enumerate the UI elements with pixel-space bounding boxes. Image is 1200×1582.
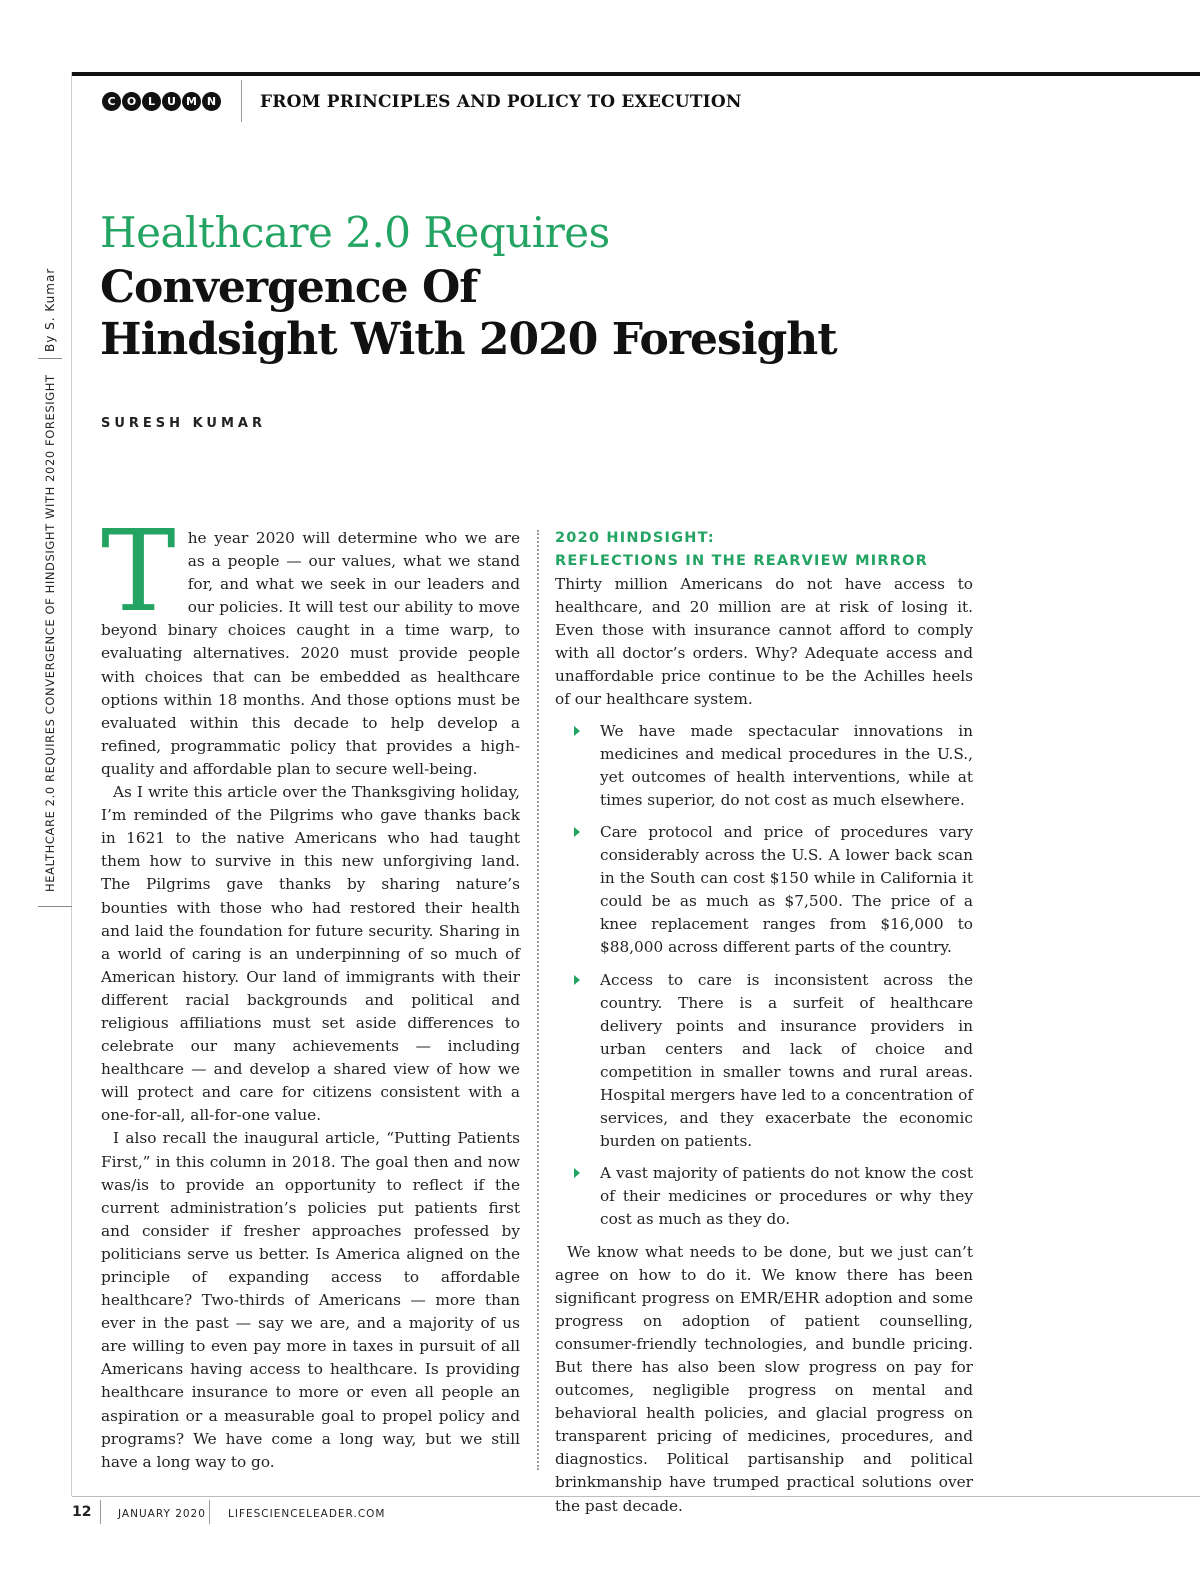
drop-cap: T xyxy=(101,507,176,637)
section-heading-line-1: 2020 HINDSIGHT: xyxy=(555,530,715,546)
headline-line-3: Hindsight With 2020 Foresight xyxy=(100,314,837,365)
triangle-bullet-icon xyxy=(574,726,580,736)
author-byline: SURESH KUMAR xyxy=(101,416,266,431)
bullet-list xyxy=(555,720,973,1232)
section-heading-line-2: REFLECTIONS IN THE REARVIEW MIRROR xyxy=(555,553,929,569)
right-column xyxy=(555,527,973,1518)
left-column xyxy=(101,507,520,1474)
column-letter: N xyxy=(202,92,221,111)
triangle-bullet-icon xyxy=(574,975,580,985)
body-paragraph: As I write this article over the Thanksgiving holiday, I’m reminded of the Pilgrims who gave thanks back in 1621 to the native Americans who had taught them how to survive in this new unforgiving land. The Pilgrims gave thanks by sharing nature’s bounties with those who had restored their health and laid the foundation for future security. Sharing in a world of caring is an underpinning of so much of American history. Our land of immigrants with their different racial backgrounds and political and religious affiliations must set aside differences to celebrate our many achievements — including healthcare — and develop a shared view of how we will protect and care for citizens consistent with a one-for-all, all-for-one value. xyxy=(101,783,520,1125)
page-number: 12 xyxy=(72,1504,92,1520)
header-divider xyxy=(241,80,242,122)
bullet-item xyxy=(555,720,973,812)
sidebar-divider xyxy=(38,358,62,359)
headline-line-2: Convergence Of xyxy=(100,262,478,313)
bullet-text: A vast majority of patients do not know the cost of their medicines or procedures or why they cost as much as they do. xyxy=(600,1164,973,1229)
top-rule xyxy=(72,72,1200,76)
column-letter: O xyxy=(122,92,141,111)
column-badge xyxy=(102,92,222,114)
intro-paragraph xyxy=(101,507,520,781)
sidebar-byline-text: By S. Kumar xyxy=(43,267,57,352)
sidebar-divider-bottom xyxy=(38,906,72,907)
column-kicker: FROM PRINCIPLES AND POLICY TO EXECUTION xyxy=(260,92,742,112)
triangle-bullet-icon xyxy=(574,827,580,837)
bullet-text: Access to care is inconsistent across the country. There is a surfeit of healthcare delivery points and insurance providers in urban centers and lack of choice and competition in smaller towns and rural areas. Hospital mergers have led to a concentration of services, and they exacerbate the economic burden on patients. xyxy=(600,970,973,1151)
bullet-item xyxy=(555,1162,973,1231)
issue-date: JANUARY 2020 xyxy=(118,1508,206,1520)
column-divider-dotted xyxy=(537,530,539,1470)
sidebar-byline xyxy=(43,267,63,352)
section-intro-paragraph: Thirty million Americans do not have access to healthcare, and 20 million are at risk of losing it. Even those with insurance cannot afford to comply with all doctor’s orders. Why? Adequate access and unaffordable price continue to be the Achilles heels of our healthcare system. xyxy=(555,575,973,709)
intro-text: he year 2020 will determine who we are as a people — our values, what we stand for, and what we seek in our leaders and our policies. It will test our ability to move beyond binary choices caught in a time warp, to evaluating alternatives. 2020 must provide people with choices that can be embedded as healthcare options within 18 months. And those options must be evaluated within this decade to help develop a refined, programmatic policy that provides a high-quality and affordable plan to secure well-being. xyxy=(101,529,520,778)
headline-bold xyxy=(100,262,837,366)
bullet-text: Care protocol and price of procedures vary considerably across the U.S. A lower back scan in the South can cost $150 while in California it could be as much as $7,500. The price of a knee replacement ranges from $16,000 to $88,000 across different parts of the country. xyxy=(600,822,973,957)
left-margin-rule xyxy=(71,72,72,1496)
column-letter: M xyxy=(182,92,201,111)
bullet-item xyxy=(555,821,973,960)
column-letter: C xyxy=(102,92,121,111)
triangle-bullet-icon xyxy=(574,1168,580,1178)
column-letter: U xyxy=(162,92,181,111)
headline-green: Healthcare 2.0 Requires xyxy=(100,208,610,257)
footer-divider xyxy=(100,1500,101,1524)
footer-divider xyxy=(209,1500,210,1524)
sidebar-title-text: HEALTHCARE 2.0 REQUIRES CONVERGENCE OF HINDSIGHT WITH 2020 FORESIGHT xyxy=(43,374,57,892)
column-letter: L xyxy=(142,92,161,111)
closing-paragraph: We know what needs to be done, but we just can’t agree on how to do it. We know there has been significant progress on EMR/EHR adoption and some progress on adoption of patient counselling, consumer-friendly technologies, and bundle pricing. But there has also been slow progress on pay for outcomes, negligible progress on mental and behavioral health policies, and glacial progress on transparent pricing of medicines, procedures, and diagnostics. Political partisanship and political brinkmanship have trumped practical solutions over the past decade. xyxy=(555,1242,973,1515)
body-paragraph: I also recall the inaugural article, “Putting Patients First,” in this column in 2018. The goal then and now was/is to provide an opportunity to reflect if the current administration’s policies put patients first and consider if fresher approaches professed by politicians serve us better. Is America aligned on the principle of expanding access to affordable healthcare? Two-thirds of Americans — more than ever in the past — say we are, and a majority of us are willing to even pay more in taxes in pursuit of all Americans having access to healthcare. Is providing healthcare insurance to more or even all people an aspiration or a measurable goal to propel policy and programs? We have come a long way, but we still have a long way to go. xyxy=(101,1129,520,1471)
website-link[interactable]: LIFESCIENCELEADER.COM xyxy=(228,1508,386,1520)
section-heading xyxy=(555,527,973,573)
sidebar-running-title xyxy=(43,370,63,892)
bullet-text: We have made spectacular innovations in medicines and medical procedures in the U.S., yet outcomes of health interventions, while at times superior, do not cost as much elsewhere. xyxy=(600,721,973,809)
bullet-item xyxy=(555,969,973,1154)
